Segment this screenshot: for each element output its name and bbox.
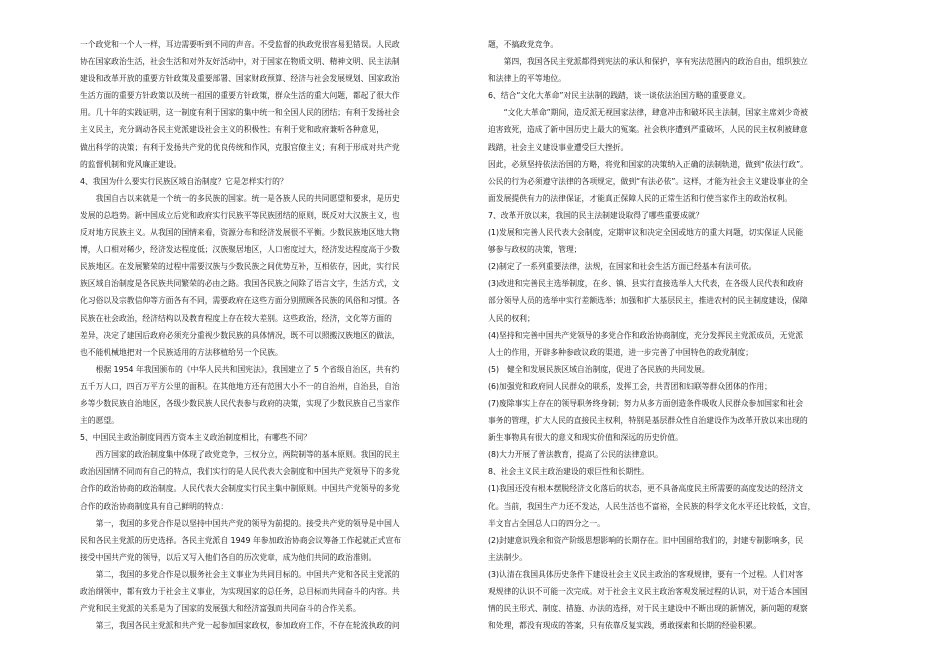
text-line: 4、我国为什么要实行民族区域自治制度？它是怎样实行的？ bbox=[80, 176, 288, 186]
text-line: 接受中国共产党的领导，以后又写入他们各自的历次党章，成为他们共同的政治准则。 bbox=[80, 552, 377, 562]
text-line: 五千万人口，四百万平方公里的面积。在其他地方还有范围大小不一的自治州，自治县，自治 bbox=[80, 381, 400, 391]
text-line: 人士的作用，开辟多种参政议政的渠道，进一步完善了中国特色的政党制度； bbox=[488, 347, 754, 357]
text-line: (8)大力开展了普法教育，提高了公民的法律意识。 bbox=[488, 450, 663, 460]
text-line: 协在国家政治生活，社会生活和对外友好活动中，对于国家在物质文明、精神文明、民主法制 bbox=[80, 57, 400, 67]
text-line: 政治因国情不同而有自己的特点，我们实行的是人民代表大会制度和中国共产党领导下的多党 bbox=[80, 467, 400, 477]
text-line: 用。几十年的实践证明，这一制度有利于国家的集中统一和全国人民的团结；有利于发扬社会 bbox=[80, 108, 400, 118]
text-line: 也不能机械地把对一个民族适用的方法移植给另一个民族。 bbox=[80, 347, 283, 357]
text-line: 事务的管理，扩大人民的直接民主权利，特别是基层群众性自治建设作为改革开放以来出现的 bbox=[488, 416, 808, 426]
left-column bbox=[80, 36, 462, 634]
text-line: 产党和民主党派的关系是为了国家的发展强大和经济富强而共同奋斗的合作关系。 bbox=[80, 604, 361, 614]
text-line: (4)坚持和完善中国共产党领导的多党合作和政治协商制度，充分发挥民主党派成员，无党派 bbox=[488, 330, 804, 340]
text-line: (2)制定了一系列重要法律，法规，在国家和社会生活方面已经基本有法可依。 bbox=[488, 262, 757, 272]
text-line: (3)改进和完善民主选举制度，在乡、镇、县实行直接选举人大代表，在各级人民代表和政府 bbox=[488, 279, 804, 289]
text-line: 我国自古以来就是一个统一的多民族的国家。统一是各族人民的共同愿望和要求，是历史 bbox=[80, 193, 400, 203]
text-line: 西方国家的政治制度集中体现了政党竞争，三权分立，两院制等的基本原则。我国的民主 bbox=[80, 450, 400, 460]
text-line: 面发展提供有力的法律保证，才能真正保障人民的正常生活和行使当家作主的政治权利。 bbox=[488, 193, 793, 203]
text-line: 和法律上的平等地位。 bbox=[488, 74, 566, 84]
text-line: 合作的政治协商制度具有自己鲜明的特点： bbox=[80, 501, 229, 511]
text-line: 7、改革开放以来，我国的民主法制建设取得了哪些重要成就？ bbox=[488, 210, 704, 220]
text-line: 化。当前，我国生产力还不发达，人民生活也不富裕，全民族的科学文化水平还比较低，文盲， bbox=[488, 501, 816, 511]
text-line: 主义民主，充分调动各民主党派建设社会主义的积极性；有利于党和政府兼听各种意见， bbox=[80, 125, 385, 135]
text-line: 民族地区。在发展繁荣的过程中需要汉族与少数民族之间优势互补，互相依存，因此，实行民 bbox=[80, 262, 400, 272]
text-line: 第四，我国各民主党派都得到宪法的承认和保护，享有宪法范围内的政治自由，组织独立 bbox=[488, 57, 808, 67]
text-line: 题，不搞政党竞争。 bbox=[488, 40, 559, 49]
text-line: 的监督机制和党风廉正建设。 bbox=[80, 159, 182, 169]
text-line: 化习俗以及宗教信仰等方面各有不同，需要政府在这些方面分别照顾各民族的风俗和习惯。各 bbox=[80, 296, 400, 306]
text-line: 民和各民主党派的历史选择。各民主党派自 1949 年参加政治协商会议筹备工作起就正式宣布 bbox=[80, 535, 402, 545]
text-line: 第一，我国的多党合作是以坚持中国共产党的领导为前提的。接受共产党的领导是中国人 bbox=[80, 518, 400, 528]
text-line: 族区域自治制度是各民族共同繁荣的必由之路。我国各民族之间除了语言文字，生活方式，文 bbox=[80, 279, 400, 289]
text-line: 主法制少。 bbox=[488, 552, 527, 562]
text-line: (3)认清在我国具体历史条件下建设社会主义民主政治的客观规律，要有一个过程。人们对客 bbox=[488, 569, 804, 579]
text-line: 迫害致死，造成了新中国历史上最大的冤案。社会秩序遭到严重破坏，人民的民主权利被肆意 bbox=[488, 125, 808, 135]
text-line: 观规律的认识不可能一次完成。对于社会主义民主政治客观发展过程的认识，对于适合本国国 bbox=[488, 587, 808, 596]
text-line: 6、结合“文化大革命”对民主法制的践踏，谈一谈依法治国方略的重要意义。 bbox=[488, 91, 751, 101]
text-line: 和处理，都没有现成的答案，只有依靠反复实践，勇敢探索和长期的经验积累。 bbox=[488, 621, 761, 631]
text-line: 情的民主形式、制度、措施、办法的选择，对于民主建设中不断出现的新情况，新问题的观察 bbox=[488, 604, 808, 614]
text-line: 第二，我国的多党合作是以服务社会主义事业为共同目标的。中国共产党和各民主党派的 bbox=[80, 569, 400, 579]
text-line: 根据 1954 年我国颁布的《中华人民共和国宪法》，我国建立了 5 个省级自治区，共有约 bbox=[80, 364, 400, 374]
text-line: 建设和改革开放的重要方针政策及重要部署、国家财政预算、经济与社会发展规划、国家政治 bbox=[80, 74, 400, 84]
text-line: (6)加强党和政府同人民群众的联系，发挥工会，共青团和妇联等群众团体的作用； bbox=[488, 381, 772, 391]
text-line: “文化大革命”期间，造反派无视国家法律，肆意冲击和破坏民主法制，国家主席刘少奇被 bbox=[488, 108, 808, 118]
text-line: 合作的政治协商的政治制度。人民代表大会制度实行民主集中制原则。中国共产党领导的多党 bbox=[80, 484, 400, 494]
text-line: 博，人口相对稀少，经济发达程度低；汉族聚居地区，人口密度过大，经济发达程度高于少数 bbox=[80, 245, 400, 255]
text-line: (1)发展和完善人民代表大会制度，定期审议和决定全国或地方的重大问题，切实保证人民能 bbox=[488, 228, 804, 238]
text-line: 第三，我国各民主党派和共产党一起参加国家政权，参加政府工作，不存在轮流执政的问 bbox=[80, 621, 400, 631]
text-line: 8、社会主义民主政治建设的艰巨性和长期性。 bbox=[488, 467, 649, 477]
text-line: 主的愿望。 bbox=[80, 416, 119, 426]
text-line: (7)废除事实上存在的领导职务终身制；努力从多方面创造条件吸收人民群众参加国家和社会 bbox=[488, 398, 804, 408]
text-line: 人民的权利； bbox=[488, 313, 535, 323]
text-line: 差异，决定了建国后政府必须充分重视少数民族的具体情况，既不可以照搬汉族地区的做法， bbox=[80, 330, 400, 340]
text-line: 政治纲领中，都有致力于社会主义事业，为实现国家的总任务，总目标而共同奋斗的内容。共 bbox=[80, 587, 400, 596]
text-line: 践踏，社会主义建设事业遭受巨大挫折。 bbox=[488, 142, 629, 152]
text-line: 部分领导人员的选举中实行差额选举；加强和扩大基层民主，推进农村的民主制度建设，保障 bbox=[488, 296, 808, 306]
text-line: 够参与政权的决策，管理； bbox=[488, 245, 582, 255]
text-line: 5、中国民主政治制度同西方资本主义政治制度相比，有哪些不同？ bbox=[80, 433, 312, 443]
text-line: 半文盲占全国总人口的四分之一。 bbox=[488, 518, 605, 528]
text-line: 做出科学的决策；有利于发扬共产党的优良传统和作风，克服官僚主义；有利于形成对共产党 bbox=[80, 142, 400, 152]
text-line: (2)封建意识残余和资产阶级思想影响的长期存在。旧中国留给我们的，封建专制影响多，民 bbox=[488, 535, 804, 545]
text-line: 因此，必须坚持依法治国的方略，将党和国家的决策纳入正确的法制轨道，做到“依法行政”。 bbox=[488, 159, 808, 169]
text-line: (5) 健全和发展民族区域自治制度，促进了各民族的共同发展。 bbox=[488, 364, 710, 374]
text-line: 公民的行为必须遵守法律的各项规定，做到“有法必依”。这样，才能为社会主义建设事业的全 bbox=[488, 176, 808, 186]
right-column bbox=[488, 36, 874, 634]
text-line: 生活方面的重要方针政策以及统一祖国的重要方针政策，群众生活的重大问题，都起了很大作 bbox=[80, 91, 400, 101]
text-line: 一个政党和一个人一样，耳边需要听到不同的声音。不受监督的执政党很容易犯错误。人民政 bbox=[80, 40, 400, 49]
text-line: 新生事物具有很大的意义和现实价值和深远的历史价值。 bbox=[488, 433, 683, 443]
text-line: 发展的总趋势。新中国成立后党和政府实行民族平等民族团结的原则，既反对大汉族主义，也 bbox=[80, 210, 400, 220]
text-line: 反对地方民族主义。从我国的国情来看，资源分布和经济发展很不平衡。少数民族地区地大物 bbox=[80, 228, 400, 238]
text-line: 乡等少数民族自治地区，各级少数民族人民代表参与政府的决策，实现了少数民族自己当家作 bbox=[80, 398, 400, 408]
text-line: 民族在社会政治，经济结构以及教育程度上存在较大差别。这些政治，经济，文化等方面的 bbox=[80, 313, 392, 323]
text-line: (1)我国还没有根本摆脱经济文化落后的状态，更不具备高度民主所需要的高度发达的经济文 bbox=[488, 484, 804, 494]
